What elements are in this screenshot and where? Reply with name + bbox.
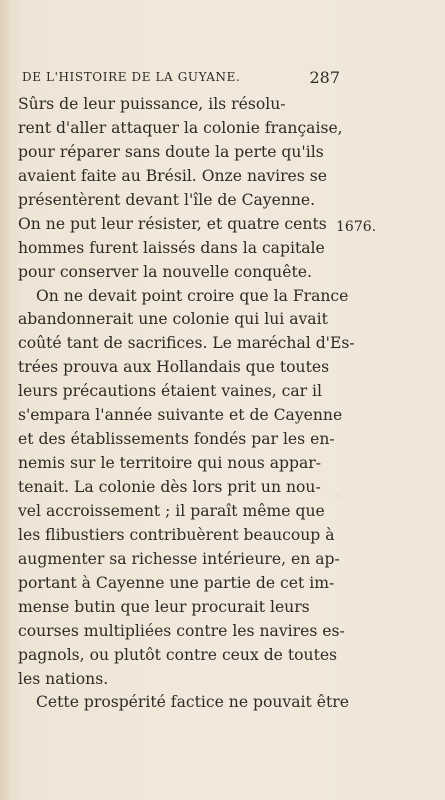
page-number: 287: [309, 68, 340, 87]
text-line: avaient faite au Brésil. Onze navires se: [18, 166, 327, 185]
text-line: courses multipliées contre les navires es-: [18, 621, 345, 640]
text-line: hommes furent laissés dans la capitale: [18, 238, 325, 257]
text-line: tenait. La colonie dès lors prit un nou-: [18, 478, 321, 496]
text-line: coûté tant de sacrifices. Le maréchal d'Es-: [18, 334, 355, 353]
page-gutter-shadow: [0, 0, 10, 800]
text-line: les nations.: [18, 669, 109, 688]
margin-date-note: 1676.: [336, 219, 377, 235]
running-header: [22, 70, 340, 92]
running-header-title: DE L'HISTOIRE DE LA GUYANE.: [22, 70, 241, 84]
paragraph-start-line: Cette prospérité factice ne pouvait être: [36, 693, 349, 712]
text-line: et des établissements fondés par les en-: [18, 430, 335, 449]
text-line: présentèrent devant l'île de Cayenne.: [18, 190, 316, 209]
text-line: nemis sur le territoire qui nous appar-: [18, 454, 321, 473]
text-line: les flibustiers contribuèrent beaucoup à: [18, 525, 335, 544]
text-line: mense butin que leur procurait leurs: [18, 597, 310, 616]
text-line: augmenter sa richesse intérieure, en ap-: [18, 549, 340, 568]
text-line: vel accroissement ; il paraît même que: [18, 501, 325, 520]
text-line: rent d'aller attaquer la colonie française,: [18, 118, 343, 137]
paragraph-start-line: On ne devait point croire que la France: [36, 286, 349, 305]
text-line: abandonnerait une colonie qui lui avait: [18, 310, 328, 329]
text-line: pour réparer sans doute la perte qu'ils: [18, 142, 324, 161]
text-line: trées prouva aux Hollandais que toutes: [18, 358, 330, 377]
text-line: pagnols, ou plutôt contre ceux de toutes: [18, 645, 338, 664]
body-text: [18, 93, 355, 715]
text-line: s'empara l'année suivante et de Cayenne: [18, 406, 343, 425]
text-line: pour conserver la nouvelle conquête.: [18, 262, 312, 281]
text-line: leurs précautions étaient vaines, car il: [18, 382, 323, 401]
text-line: On ne put leur résister, et quatre cents: [18, 214, 327, 233]
text-line: Sûrs de leur puissance, ils résolu-: [18, 95, 286, 113]
text-line: portant à Cayenne une partie de cet im-: [18, 573, 335, 592]
